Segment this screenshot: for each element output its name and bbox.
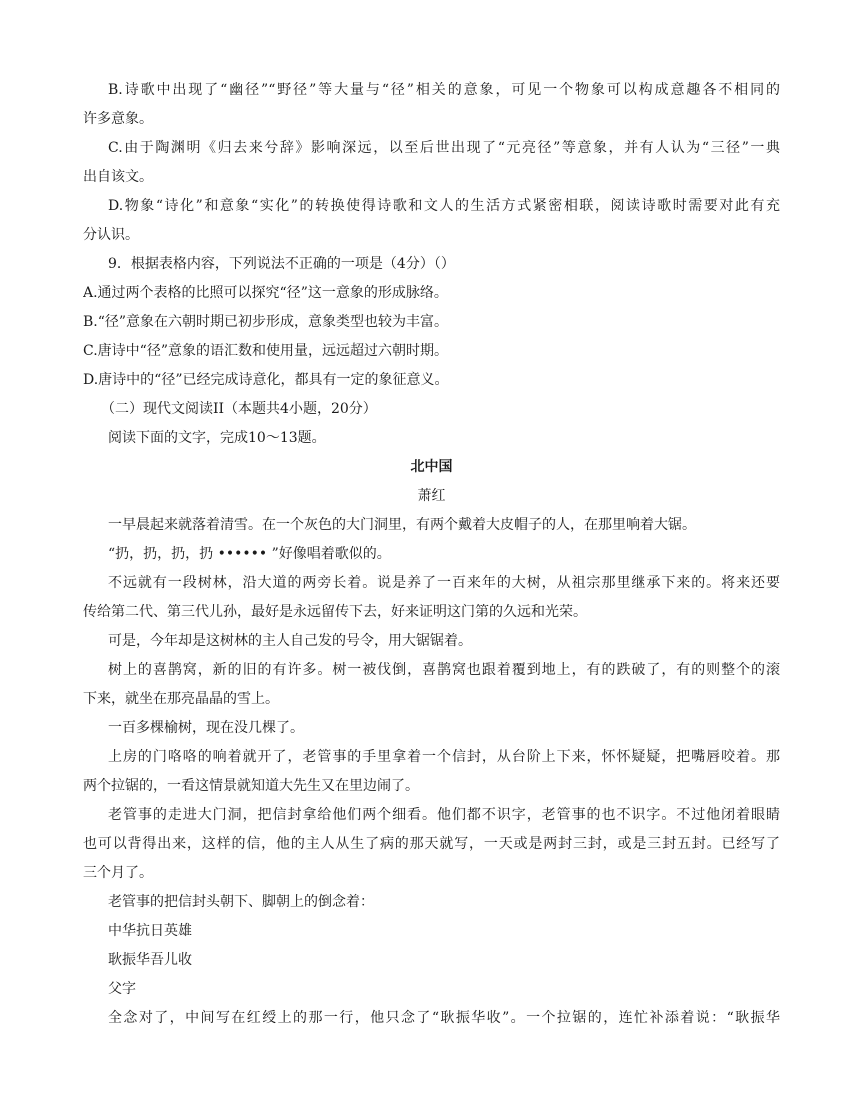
option-d-line-2: 分认识。 (83, 227, 139, 243)
essay-p5-line-2: 下来，就坐在那亮晶晶的雪上。 (83, 691, 279, 707)
essay-paragraph-6 (83, 714, 780, 743)
essay-p7-line-1: 上房的门咯咯的响着就开了，老管事的手里拿着一个信封，从台阶上下来，怀怀疑疑，把嘴唇咬着。那 (108, 749, 780, 765)
essay-paragraph-2 (83, 540, 780, 569)
essay-paragraph-10 (83, 917, 780, 946)
essay-paragraph-7 (83, 743, 780, 801)
essay-p13-line-1: 全念对了，中间写在红绶上的那一行，他只念了“耿振华收”。一个拉锯的，连忙补添着说：“耿振华 (108, 1010, 780, 1026)
essay-p8-line-2: 也可以背得出来，这样的信，他的主人从生了病的那天就写，一天或是两封三封，或是三封五封。已经写了 (83, 836, 780, 852)
option-c-paragraph (83, 134, 780, 192)
section-instruction-text: 阅读下面的文字，完成10～13题。 (108, 430, 326, 446)
essay-p8-line-1: 老管事的走进大门洞，把信封拿给他们两个细看。他们都不识字，老管事的也不识字。不过他闭着眼睛 (108, 807, 780, 823)
essay-paragraph-3 (83, 569, 780, 627)
option-d-paragraph (83, 192, 780, 250)
essay-p1-line-1: 一早晨起来就落着清雪。在一个灰色的大门洞里，有两个戴着大皮帽子的人，在那里响着大锯。 (108, 517, 696, 533)
question-9-option-d-text: D.唐诗中的“径”已经完成诗意化，都具有一定的象征意义。 (83, 372, 449, 388)
question-9-option-a-text: A.通过两个表格的比照可以探究“径”这一意象的形成脉络。 (83, 285, 448, 301)
option-c-line-2: 出自该文。 (83, 169, 153, 185)
option-b-paragraph (83, 76, 780, 134)
question-9-text: 9．根据表格内容，下列说法不正确的一项是（4分）（） (108, 256, 455, 272)
essay-title: 北中国 (410, 459, 453, 475)
essay-paragraph-9 (83, 888, 780, 917)
essay-p12-line-1: 父字 (108, 981, 136, 997)
essay-paragraph-11 (83, 946, 780, 975)
essay-paragraph-12 (83, 975, 780, 1004)
option-d-line-1: D.物象“诗化”和意象“实化”的转换使得诗歌和文人的生活方式紧密相联，阅读诗歌时需要对此有充 (108, 198, 780, 214)
question-9-option-a (83, 279, 780, 308)
essay-p3-line-2: 传给第二代、第三代儿孙，最好是永远留传下去，好来证明这门第的久远和光荣。 (83, 604, 587, 620)
section-instruction (83, 424, 780, 453)
essay-p11-line-1: 耿振华吾儿收 (108, 952, 192, 968)
essay-p3-line-1: 不远就有一段树林，沿大道的两旁长着。说是养了一百来年的大树，从祖宗那里继承下来的。将来还要 (108, 575, 780, 591)
question-9-option-c (83, 337, 780, 366)
essay-paragraph-5 (83, 656, 780, 714)
question-9-option-d (83, 366, 780, 395)
question-9-option-c-text: C.唐诗中“径”意象的语汇数和使用量，远远超过六朝时期。 (83, 343, 448, 359)
essay-author: 萧红 (417, 488, 446, 504)
essay-p7-line-2: 两个拉锯的，一看这情景就知道大先生又在里边闹了。 (83, 778, 419, 794)
essay-paragraph-8 (83, 801, 780, 888)
section-heading-text: （二）现代文阅读II（本题共4小题，20分） (101, 401, 377, 417)
essay-paragraph-1 (83, 511, 780, 540)
option-b-line-1: B.诗歌中出现了“幽径”“野径”等大量与“径”相关的意象，可见一个物象可以构成意趣各不相同的 (108, 82, 780, 98)
option-c-line-1: C.由于陶渊明《归去来兮辞》影响深远，以至后世出现了“元亮径”等意象，并有人认为“三径”一典 (108, 140, 780, 156)
essay-p2-line-1: “扔，扔，扔，扔 •••••• ”好像唱着歌似的。 (108, 546, 391, 562)
essay-p10-line-1: 中华抗日英雄 (108, 923, 192, 939)
essay-p5-line-1: 树上的喜鹊窝，新的旧的有许多。树一被伐倒，喜鹊窝也跟着覆到地上，有的跌破了，有的则整个的滚 (108, 662, 780, 678)
essay-paragraph-4 (83, 627, 780, 656)
essay-p9-line-1: 老管事的把信封头朝下、脚朝上的倒念着： (108, 894, 374, 910)
section-heading (83, 395, 780, 424)
essay-p8-line-3: 三个月了。 (83, 865, 153, 881)
essay-paragraph-13 (83, 1004, 780, 1033)
essay-p6-line-1: 一百多棵榆树，现在没几棵了。 (108, 720, 304, 736)
essay-p4-line-1: 可是，今年却是这树林的主人自己发的号令，用大锯锯着。 (108, 633, 472, 649)
question-9-option-b-text: B.“径”意象在六朝时期已初步形成，意象类型也较为丰富。 (83, 314, 449, 330)
question-9-stem (83, 250, 780, 279)
page-content (83, 76, 780, 1033)
option-b-line-2: 许多意象。 (83, 111, 153, 127)
question-9-option-b (83, 308, 780, 337)
